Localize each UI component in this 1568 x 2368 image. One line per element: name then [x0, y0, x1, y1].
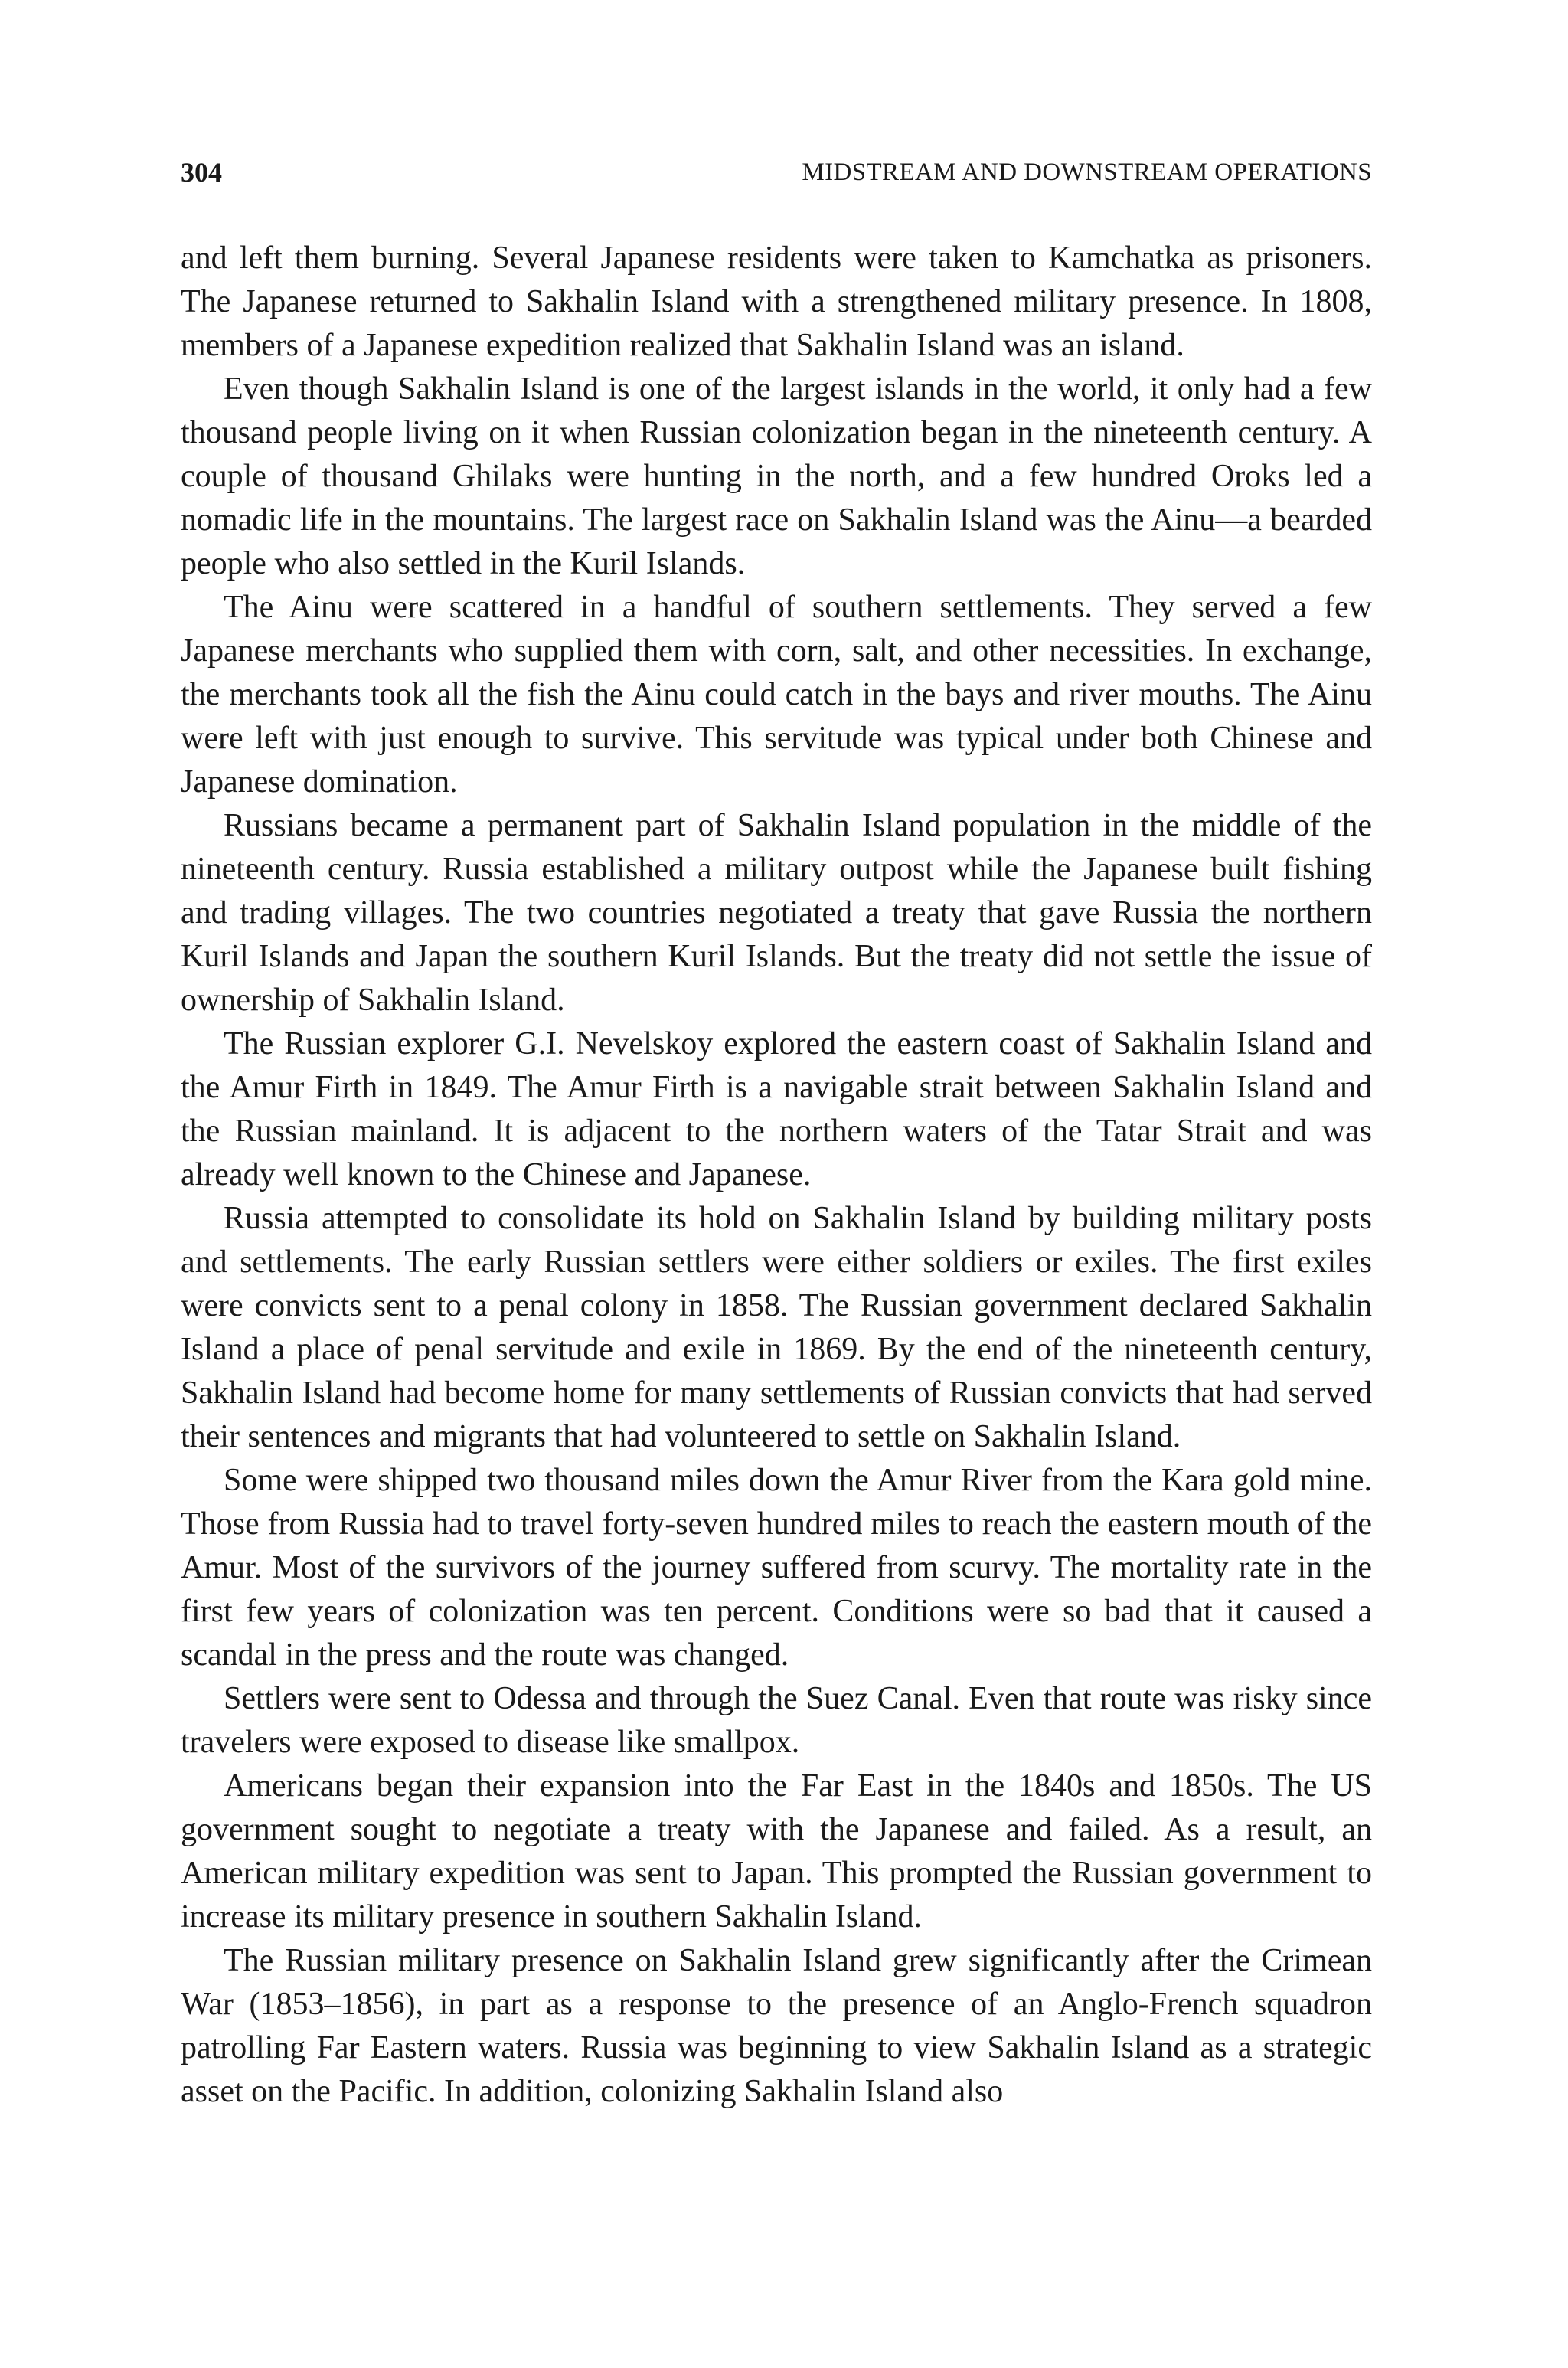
paragraph-2: Even though Sakhalin Island is one of the largest islands in the world, it only had a few thousand people living on it when Russian colonization began in the nineteenth century. A couple of thousand Ghilaks were hunting in the north, and a few hundred Oroks led a nomadic life in the mountains. The largest race on Sakhalin Island was the Ainu—a bearded people who also settled in the Kuril Islands. — [181, 371, 1372, 581]
running-title: MIDSTREAM AND DOWNSTREAM OPERATIONS — [802, 159, 1372, 186]
paragraph-3: The Ainu were scattered in a handful of southern settlements. They served a few Japanese merchants who supplied them with corn, salt, and other necessities. In exchange, the merchants took all the fish the Ainu could catch in the bays and river mouths. The Ainu were left with just enough to survive. This servitude was typical under both Chinese and Japanese domination. — [181, 590, 1372, 800]
paragraph-4: Russians became a permanent part of Sakhalin Island population in the middle of the nineteenth century. Russia established a military outpost while the Japanese built fishing and trading villages. The two countries negotiated a treaty that gave Russia the northern Kuril Islands and Japan the southern Kuril Islands. But the treaty did not settle the issue of ownership of Sakhalin Island. — [181, 808, 1372, 1018]
paragraph-10: The Russian military presence on Sakhalin Island grew significantly after the Crimean War (1853–1856), in part as a response to the presence of an Anglo-French squadron patrolling Far Eastern waters. Russia was beginning to view Sakhalin Island as a strategic asset on the Pacific. In addition, colonizing Sakhalin Island also — [181, 1943, 1372, 2109]
paragraph-9: Americans began their expansion into the Far East in the 1840s and 1850s. The US government sought to negotiate a treaty with the Japanese and failed. As a result, an American military expedition was sent to Japan. This prompted the Russian government to increase its military presence in southern Sakhalin Island. — [181, 1768, 1372, 1935]
page-number: 304 — [181, 157, 222, 188]
paragraph-1: and left them burning. Several Japanese residents were taken to Kamchatka as prisoners. The Japanese returned to Sakhalin Island with a strengthened military presence. In 1808, members of a Japanese expedition realized that Sakhalin Island was an island. — [181, 240, 1372, 363]
paragraph-6: Russia attempted to consolidate its hold on Sakhalin Island by building military posts and settlements. The early Russian settlers were either soldiers or exiles. The first exiles were convicts sent to a penal colony in 1858. The Russian government declared Sakhalin Island a place of penal servitude and exile in 1869. By the end of the nineteenth century, Sakhalin Island had become home for many settlements of Russian convicts that had served their sentences and migrants that had volunteered to settle on Sakhalin Island. — [181, 1201, 1372, 1454]
paragraph-5: The Russian explorer G.I. Nevelskoy explored the eastern coast of Sakhalin Island and the Amur Firth in 1849. The Amur Firth is a navigable strait between Sakhalin Island and the Russian mainland. It is adjacent to the northern waters of the Tatar Strait and was already well known to the Chinese and Japanese. — [181, 1026, 1372, 1192]
running-head — [181, 153, 1372, 191]
body-text — [181, 237, 1372, 2114]
paragraph-8: Settlers were sent to Odessa and through the Suez Canal. Even that route was risky since travelers were exposed to disease like smallpox. — [181, 1681, 1372, 1760]
paragraph-7: Some were shipped two thousand miles down the Amur River from the Kara gold mine. Those from Russia had to travel forty-seven hundred miles to reach the eastern mouth of the Amur. Most of the survivors of the journey suffered from scurvy. The mortality rate in the first few years of colonization was ten percent. Conditions were so bad that it caused a scandal in the press and the route was changed. — [181, 1463, 1372, 1673]
